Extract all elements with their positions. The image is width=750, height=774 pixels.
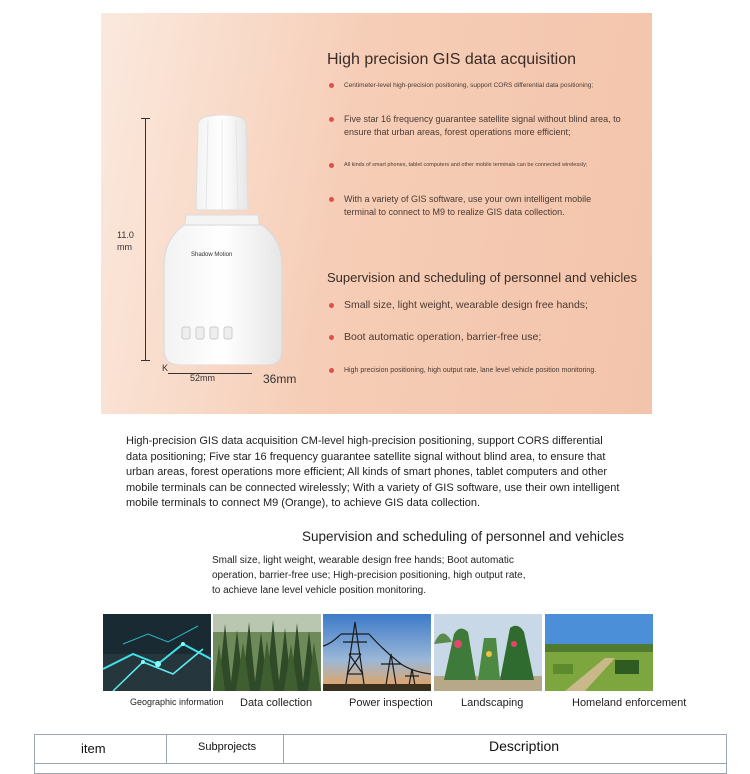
caption-homeland-enforcement: Homeland enforcement xyxy=(572,697,687,709)
bullet-dot-icon xyxy=(329,368,334,373)
table-header-subprojects: Subprojects xyxy=(198,741,257,753)
forest-image xyxy=(213,614,321,691)
table-header-item: item xyxy=(81,741,106,756)
supervision-paragraph: Small size, light weight, wearable design free hands; Boot automatic operation, barrier-free use; High-precision positioning, high output rate, to achieve lane level vehicle position monitoring. xyxy=(212,555,526,596)
supervision-subtitle: Supervision and scheduling of personnel and vehicles xyxy=(302,529,624,544)
device-brand-label: Shadow Motion xyxy=(191,252,233,258)
bullet-dot-icon xyxy=(329,197,334,202)
hero-subtitle: Supervision and scheduling of personnel and vehicles xyxy=(327,270,638,285)
power-tower-image xyxy=(323,614,431,691)
hero-bullet-2: High precision positioning, high output rate, lane level vehicle position monitoring. xyxy=(329,366,624,376)
caption-landscaping: Landscaping xyxy=(461,697,524,709)
caption-data-collection: Data collection xyxy=(240,697,313,709)
hero-title: High precision GIS data acquisition xyxy=(327,51,577,68)
bullet-dot-icon xyxy=(329,83,334,88)
height-dimension-line xyxy=(145,118,146,360)
height-dimension-value: 11.0 xyxy=(117,230,134,240)
hero-bullet-2: Boot automatic operation, barrier-free use; xyxy=(329,330,624,345)
spec-table xyxy=(34,734,727,774)
caption-power-inspection: Power inspection xyxy=(349,697,433,709)
bullet-dot-icon xyxy=(329,303,334,308)
dimension-k-mark: K xyxy=(162,363,169,373)
hero-bullet: Centimeter-level high-precision positioning, support CORS differential data positioning; xyxy=(329,81,624,90)
bullet-dot-icon xyxy=(329,117,334,122)
height-dimension-unit: mm xyxy=(117,242,132,252)
bullet-dot-icon xyxy=(329,163,334,168)
hero-bullet: With a variety of GIS software, use your own intelligent mobile terminal to connect to M9 to realize GIS data collection. xyxy=(329,193,624,218)
landscaping-image xyxy=(434,614,542,691)
geographic-map-image xyxy=(103,614,211,691)
hero-bullet: Five star 16 frequency guarantee satellite signal without blind area, to ensure that urban areas, forest operations more efficient; xyxy=(329,113,624,138)
caption-geographic-information: Geographic information xyxy=(130,697,224,707)
table-header-description: Description xyxy=(489,738,560,754)
bullet-dot-icon xyxy=(329,335,334,340)
hero-bullet: All kinds of smart phones, tablet computers and other mobile terminals can be connected wirelessly; xyxy=(329,162,624,170)
field-image xyxy=(545,614,653,691)
width-dimension-value: 52mm xyxy=(190,373,216,383)
height-dimension-cap-top xyxy=(141,118,150,119)
height-dimension-cap-bottom xyxy=(141,360,150,361)
depth-dimension-value: 36mm xyxy=(263,372,297,386)
table-row-divider xyxy=(35,763,726,764)
hero-bullet-2: Small size, light weight, wearable design free hands; xyxy=(329,298,624,313)
gis-description-paragraph: High-precision GIS data acquisition CM-level high-precision positioning, support CORS differential data positioning; Five star 16 frequency guarantee satellite signal without blind area, to ensure that urban areas, forest operations more efficient; All kinds of smart phones, tablet computers and other mobile terminals can be connected wirelessly; With a variety of GIS software, use their own intelligent mobile terminals to connect M9 (Orange), to achieve GIS data collection. xyxy=(126,435,620,509)
gnss-receiver-image xyxy=(162,115,284,365)
